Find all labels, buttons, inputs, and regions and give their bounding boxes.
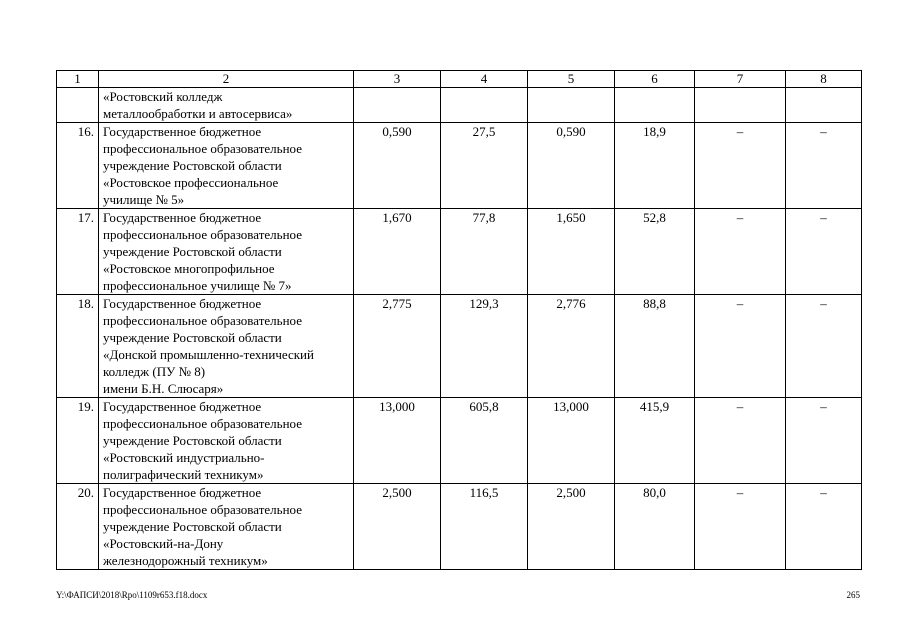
- column-header-7: 7: [695, 71, 786, 88]
- value-col-5: 0,590: [528, 123, 615, 209]
- value-col-5: 13,000: [528, 398, 615, 484]
- value-col-3: 2,775: [354, 295, 441, 398]
- row-number: [57, 88, 99, 123]
- value-col-5: 2,776: [528, 295, 615, 398]
- column-header-6: 6: [615, 71, 695, 88]
- value-col-6: 18,9: [615, 123, 695, 209]
- value-col-6: 88,8: [615, 295, 695, 398]
- value-col-3: 13,000: [354, 398, 441, 484]
- value-col-6: [615, 88, 695, 123]
- institution-name: Государственное бюджетное профессиональное образовательное учреждение Ростовской области «Ростовское профессиональное училище № 5»: [99, 123, 354, 209]
- value-col-7: –: [695, 398, 786, 484]
- value-col-8: [786, 88, 862, 123]
- column-header-5: 5: [528, 71, 615, 88]
- value-col-3: [354, 88, 441, 123]
- row-number: 18.: [57, 295, 99, 398]
- value-col-5: 1,650: [528, 209, 615, 295]
- table-row: [57, 123, 862, 209]
- value-col-7: –: [695, 295, 786, 398]
- value-col-8: –: [786, 484, 862, 570]
- table-row: [57, 484, 862, 570]
- value-col-6: 80,0: [615, 484, 695, 570]
- institution-name: Государственное бюджетное профессиональное образовательное учреждение Ростовской области «Ростовский индустриально- полиграфический техникум»: [99, 398, 354, 484]
- column-header-3: 3: [354, 71, 441, 88]
- header-row: [57, 71, 862, 88]
- row-number: 19.: [57, 398, 99, 484]
- row-number: 16.: [57, 123, 99, 209]
- value-col-6: 415,9: [615, 398, 695, 484]
- table-header: [57, 71, 862, 88]
- institution-name: Государственное бюджетное профессиональное образовательное учреждение Ростовской области «Ростовское многопрофильное профессиональное училище № 7»: [99, 209, 354, 295]
- row-number: 20.: [57, 484, 99, 570]
- page-number: 265: [846, 590, 860, 600]
- document-table: [56, 70, 862, 570]
- value-col-6: 52,8: [615, 209, 695, 295]
- value-col-8: –: [786, 209, 862, 295]
- column-header-8: 8: [786, 71, 862, 88]
- value-col-5: [528, 88, 615, 123]
- value-col-4: 116,5: [441, 484, 528, 570]
- value-col-4: 129,3: [441, 295, 528, 398]
- value-col-3: 1,670: [354, 209, 441, 295]
- column-header-1: 1: [57, 71, 99, 88]
- value-col-7: –: [695, 484, 786, 570]
- column-header-4: 4: [441, 71, 528, 88]
- institution-name: Государственное бюджетное профессиональное образовательное учреждение Ростовской области «Ростовский-на-Дону железнодорожный техникум»: [99, 484, 354, 570]
- institution-name: Государственное бюджетное профессиональное образовательное учреждение Ростовской области «Донской промышленно-технический колледж (ПУ № 8) имени Б.Н. Слюсаря»: [99, 295, 354, 398]
- row-number: 17.: [57, 209, 99, 295]
- footer-file-path: Y:\ФАПСИ\2018\Rpo\1109r653.f18.docx: [56, 590, 208, 600]
- value-col-4: 605,8: [441, 398, 528, 484]
- value-col-4: 27,5: [441, 123, 528, 209]
- column-header-2: 2: [99, 71, 354, 88]
- table-row: [57, 209, 862, 295]
- table-body: [57, 88, 862, 570]
- table-row: [57, 295, 862, 398]
- value-col-8: –: [786, 398, 862, 484]
- value-col-3: 0,590: [354, 123, 441, 209]
- table-row: [57, 398, 862, 484]
- value-col-3: 2,500: [354, 484, 441, 570]
- value-col-7: [695, 88, 786, 123]
- value-col-8: –: [786, 123, 862, 209]
- value-col-8: –: [786, 295, 862, 398]
- value-col-4: 77,8: [441, 209, 528, 295]
- value-col-5: 2,500: [528, 484, 615, 570]
- table-row: [57, 88, 862, 123]
- institution-name: «Ростовский колледж металлообработки и автосервиса»: [99, 88, 354, 123]
- value-col-7: –: [695, 209, 786, 295]
- value-col-7: –: [695, 123, 786, 209]
- value-col-4: [441, 88, 528, 123]
